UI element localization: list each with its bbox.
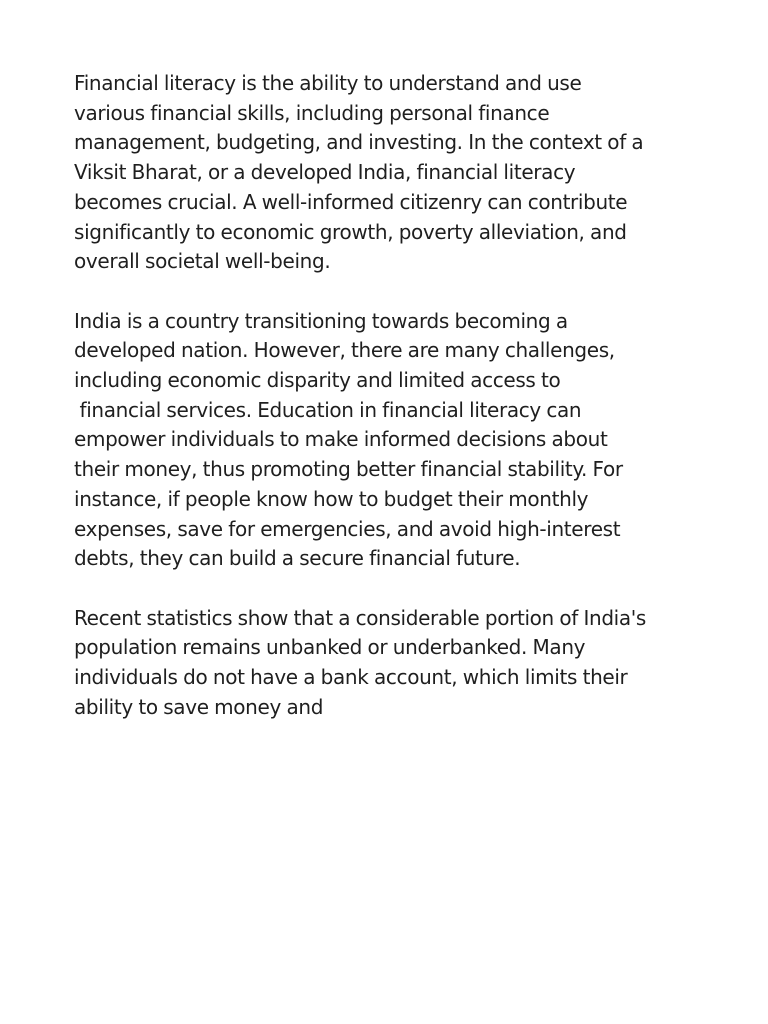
text-line: financial services. Education in financial literacy can [74, 397, 582, 422]
text-line: including economic disparity and limited access to [74, 368, 561, 393]
text-line: India is a country transitioning towards becoming a [74, 308, 568, 333]
paragraph-recent-statistics [74, 604, 724, 723]
paragraph-financial-literacy-definition [74, 69, 724, 277]
text-line: Viksit Bharat, or a developed India, financial literacy [74, 160, 576, 185]
text-line: developed nation. However, there are many challenges, [74, 338, 615, 363]
text-line: ability to save money and [74, 694, 324, 719]
text-line: their money, thus promoting better financial stability. For [74, 457, 623, 482]
text-line: significantly to economic growth, poverty alleviation, and [74, 219, 627, 244]
text-line: instance, if people know how to budget their monthly [74, 486, 589, 511]
text-line: Financial literacy is the ability to understand and use [74, 71, 582, 95]
text-line: management, budgeting, and investing. In the context of a [74, 130, 644, 155]
text-line: population remains unbanked or underbanked. Many [74, 635, 586, 660]
text-line: expenses, save for emergencies, and avoid high-interest [74, 516, 621, 541]
text-line: overall societal well-being. [74, 249, 331, 274]
text-line: various financial skills, including personal finance [74, 100, 550, 125]
document-page [74, 69, 724, 752]
text-line: becomes crucial. A well-informed citizenry can contribute [74, 189, 628, 214]
text-line: debts, they can build a secure financial future. [74, 546, 521, 571]
text-line: Recent statistics show that a considerable portion of India's [74, 605, 647, 630]
paragraph-india-transition [74, 307, 724, 574]
text-line: individuals do not have a bank account, which limits their [74, 665, 628, 690]
text-line: empower individuals to make informed decisions about [74, 427, 608, 452]
